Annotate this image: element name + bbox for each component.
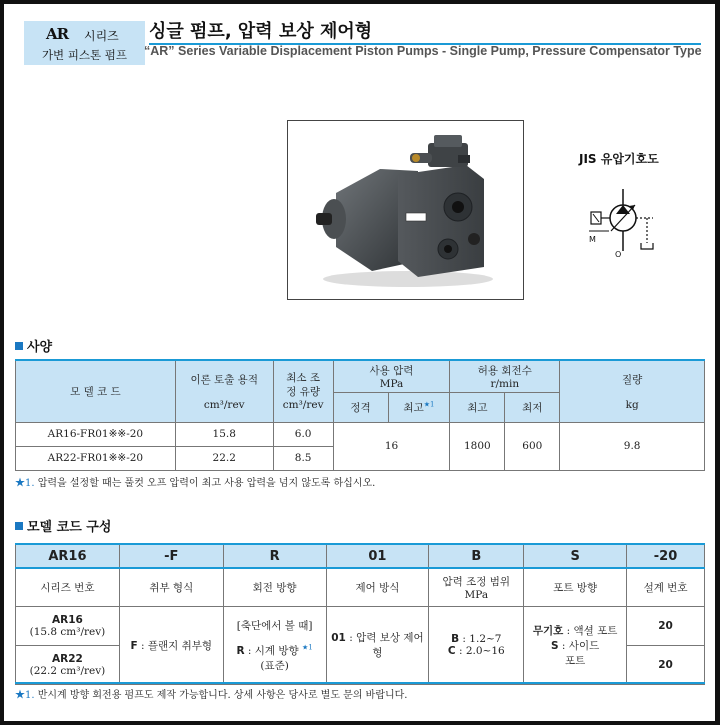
table-bottom-rule: [15, 682, 705, 684]
code-pressure: B: [429, 544, 524, 568]
design-number: 20: [627, 606, 705, 645]
disp-unit: cm³/rev: [203, 398, 245, 411]
rotation-option: [223, 606, 326, 684]
port-s-code: S: [551, 639, 559, 652]
footnote-star: ★1.: [15, 478, 35, 489]
code-port: S: [524, 544, 627, 568]
footnote-text: 압력을 설정할 때는 풀컷 오프 압력이 최고 사용 압력을 넘지 않도록 하십시오.: [34, 478, 376, 489]
series-ar16: [16, 606, 120, 645]
pressure-b: [429, 633, 523, 645]
pressure-options: [429, 606, 524, 684]
rotation-text: : 시계 방향: [244, 644, 303, 657]
series-disp: (22.2 cm³/rev): [29, 664, 106, 677]
max-label: 최고: [403, 401, 424, 414]
footnote-star: ★1.: [15, 690, 35, 701]
speed-label: 허용 회전수: [477, 364, 532, 377]
spec-footnote: [15, 474, 375, 489]
badge-series-label: 시리즈: [84, 29, 119, 43]
page-title: 싱글 펌프, 압력 보상 제어형: [149, 21, 373, 42]
pressure-c: [429, 645, 523, 657]
speed-unit: r/min: [490, 377, 520, 390]
model-code: AR16-FR01※※-20: [16, 422, 176, 446]
series-name: AR22: [52, 652, 83, 665]
min-flow-label: 최소 조정 유량: [286, 372, 321, 399]
spec-header-pressure: [333, 360, 450, 392]
port-none-text: : 액셜 포트: [563, 624, 618, 637]
label-control: 제어 방식: [326, 568, 429, 606]
port-s-text: : 사이드: [558, 639, 600, 652]
rotation-code: R: [236, 644, 245, 657]
spec-section-title: [15, 336, 52, 355]
rotation-line: [224, 643, 326, 658]
code-design: -20: [627, 544, 705, 568]
pressure-b-text: : 1.2~7: [459, 633, 502, 645]
port-m-label: M: [589, 235, 596, 244]
model-code: AR22-FR01※※-20: [16, 446, 176, 470]
hydraulic-symbol-icon: [587, 187, 657, 257]
code-footnote: [15, 686, 408, 701]
pump-photo: [287, 120, 524, 300]
spec-header-min-flow: [273, 360, 333, 422]
spec-header-speed-min: 최저: [505, 392, 560, 422]
spec-header-model: 모 델 코 드: [16, 360, 176, 422]
label-series: 시리즈 번호: [16, 568, 120, 606]
spec-header-speed: [450, 360, 560, 392]
spec-header-displacement: [175, 360, 273, 422]
mount-text: : 플랜지 취부형: [137, 639, 213, 652]
jis-symbol-label: JIS 유압기호도: [579, 152, 659, 166]
control-text: : 압력 보상 제어형: [345, 632, 424, 659]
catalog-page: [4, 4, 715, 721]
code-mount: -F: [119, 544, 223, 568]
displacement-value: 22.2: [175, 446, 273, 470]
spec-title-text: 사양: [27, 340, 53, 355]
model-code-table: [15, 543, 705, 685]
star-note-mark: ★1: [302, 643, 313, 651]
rotation-note: [축단에서 볼 때]: [236, 619, 313, 632]
speed-max-value: 1800: [450, 422, 505, 470]
mass-unit: kg: [625, 398, 639, 411]
label-design: 설계 번호: [627, 568, 705, 606]
label-rotation: 회전 방향: [223, 568, 326, 606]
port-options: [524, 606, 627, 684]
rotation-standard: (표준): [260, 659, 289, 672]
square-bullet-icon: [15, 522, 23, 530]
label-port: 포트 방향: [524, 568, 627, 606]
series-disp: (15.8 cm³/rev): [29, 625, 106, 638]
pressure-label: 사용 압력: [369, 364, 414, 377]
star-note-mark: ★1: [423, 400, 435, 408]
spec-header-rated: 정격: [333, 392, 388, 422]
label-mount: 취부 형식: [119, 568, 223, 606]
page-title-english: “AR” Series Variable Displacement Piston Pumps - Single Pump, Pressure Compensator Type: [144, 44, 702, 58]
control-option: [326, 606, 429, 684]
spec-header-mass: [560, 360, 705, 422]
square-bullet-icon: [15, 342, 23, 350]
speed-min-value: 600: [505, 422, 560, 470]
table-row: [16, 606, 705, 645]
ar-logo: AR: [46, 25, 69, 43]
footnote-text: 반시계 방향 회전용 펌프도 제작 가능합니다. 상세 사항은 당사로 별도 문의 바랍니다.: [34, 690, 408, 701]
mass-label: 질량: [621, 373, 643, 386]
port-none: [524, 623, 626, 638]
mass-value: 9.8: [560, 422, 705, 470]
code-title-text: 모델 코드 구성: [27, 520, 112, 535]
mount-option: [119, 606, 223, 684]
spec-header-max: [388, 392, 450, 422]
pressure-b-code: B: [451, 633, 460, 645]
min-flow-value: 8.5: [273, 446, 333, 470]
code-series: AR16: [16, 544, 120, 568]
table-row: [16, 422, 705, 446]
port-o-label: O: [615, 250, 622, 257]
pump-illustration-icon: [288, 121, 523, 299]
series-name: AR16: [52, 613, 83, 626]
port-none-code: 무기호: [532, 624, 564, 637]
control-code: 01: [331, 632, 346, 644]
pressure-value: 16: [333, 422, 450, 470]
min-flow-unit: cm³/rev: [282, 399, 324, 412]
code-control: 01: [326, 544, 429, 568]
pressure-c-code: C: [447, 645, 456, 657]
displacement-value: 15.8: [175, 422, 273, 446]
code-section-title: [15, 516, 111, 535]
code-rotation: R: [223, 544, 326, 568]
series-ar22: [16, 645, 120, 684]
spec-table: [15, 359, 705, 471]
label-pressure: [429, 568, 524, 606]
disp-label: 이론 토출 용적: [190, 373, 258, 386]
code-header-row: [16, 544, 705, 568]
code-label-row: [16, 568, 705, 606]
mount-code: F: [130, 639, 138, 652]
min-flow-value: 6.0: [273, 422, 333, 446]
spec-header-speed-max: 최고: [450, 392, 505, 422]
series-badge: [24, 21, 145, 65]
design-number: 20: [627, 645, 705, 684]
pressure-c-text: : 2.0~16: [455, 645, 505, 657]
badge-subtitle: 가변 피스톤 펌프: [41, 48, 128, 62]
pressure-range-label: 압력 조정 범위: [442, 575, 511, 588]
pressure-unit: MPa: [379, 377, 404, 390]
port-side: [524, 638, 626, 653]
pressure-range-unit: MPa: [464, 588, 489, 601]
port-s-text2: 포트: [564, 654, 586, 667]
